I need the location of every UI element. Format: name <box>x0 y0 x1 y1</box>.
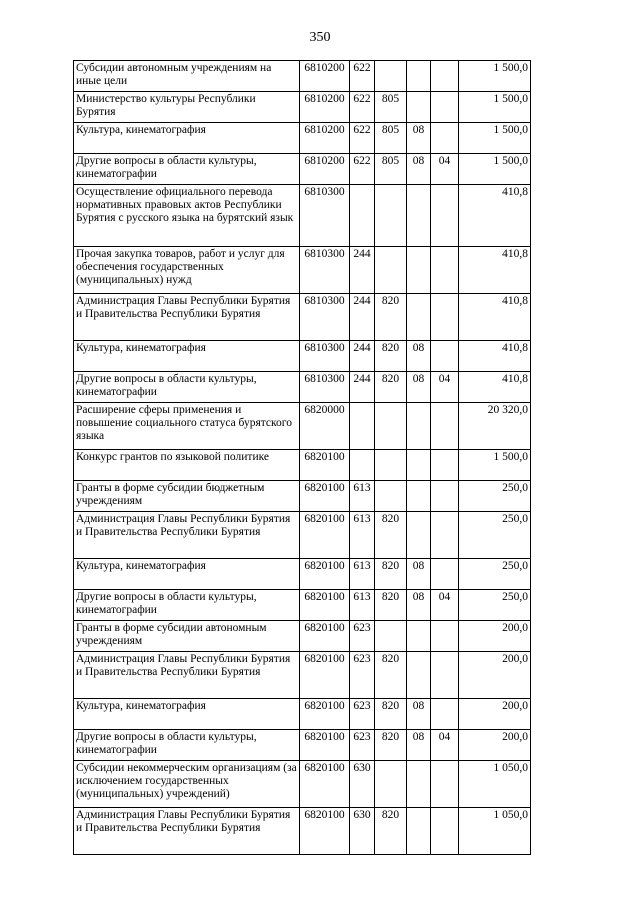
row-expense-type-cell: 623 <box>350 652 375 699</box>
row-code-cell: 6820100 <box>300 512 350 559</box>
row-amount-cell: 20 320,0 <box>459 403 531 450</box>
row-subsection-cell: 04 <box>431 590 459 621</box>
table-row <box>74 403 531 450</box>
row-code-cell: 6820100 <box>300 808 350 855</box>
row-expense-type-cell: 622 <box>350 61 375 92</box>
row-code-cell: 6810200 <box>300 61 350 92</box>
row-section-cell: 08 <box>407 123 431 154</box>
row-subsection-cell <box>431 621 459 652</box>
row-ministry-cell: 820 <box>375 699 407 730</box>
row-subsection-cell <box>431 808 459 855</box>
row-ministry-cell <box>375 61 407 92</box>
row-code-cell: 6820100 <box>300 590 350 621</box>
row-code-cell: 6820100 <box>300 730 350 761</box>
row-ministry-cell <box>375 450 407 481</box>
row-section-cell <box>407 185 431 247</box>
row-section-cell <box>407 61 431 92</box>
row-code-cell: 6810300 <box>300 247 350 294</box>
row-code-cell: 6820100 <box>300 761 350 808</box>
row-name-cell: Другие вопросы в области культуры, кинематографии <box>74 730 300 761</box>
table-row <box>74 450 531 481</box>
table-row <box>74 590 531 621</box>
row-amount-cell: 200,0 <box>459 699 531 730</box>
row-name-cell: Культура, кинематография <box>74 559 300 590</box>
row-subsection-cell <box>431 512 459 559</box>
row-name-cell: Осуществление официального перевода нормативных правовых актов Республики Бурятия с русского языка на бурятский язык <box>74 185 300 247</box>
row-amount-cell: 1 500,0 <box>459 61 531 92</box>
row-expense-type-cell: 613 <box>350 512 375 559</box>
table-row <box>74 247 531 294</box>
row-code-cell: 6810200 <box>300 92 350 123</box>
row-section-cell <box>407 761 431 808</box>
row-name-cell: Расширение сферы применения и повышение социального статуса бурятского языка <box>74 403 300 450</box>
row-name-cell: Культура, кинематография <box>74 341 300 372</box>
row-ministry-cell: 820 <box>375 808 407 855</box>
row-code-cell: 6820100 <box>300 652 350 699</box>
row-subsection-cell <box>431 341 459 372</box>
row-section-cell <box>407 247 431 294</box>
row-code-cell: 6810300 <box>300 185 350 247</box>
row-ministry-cell: 820 <box>375 590 407 621</box>
row-ministry-cell <box>375 403 407 450</box>
row-amount-cell: 410,8 <box>459 294 531 341</box>
row-code-cell: 6810300 <box>300 294 350 341</box>
row-subsection-cell <box>431 559 459 590</box>
row-amount-cell: 250,0 <box>459 590 531 621</box>
row-name-cell: Министерство культуры Республики Бурятия <box>74 92 300 123</box>
row-name-cell: Администрация Главы Республики Бурятия и Правительства Республики Бурятия <box>74 512 300 559</box>
row-name-cell: Администрация Главы Республики Бурятия и Правительства Республики Бурятия <box>74 808 300 855</box>
table-row <box>74 294 531 341</box>
row-name-cell: Администрация Главы Республики Бурятия и Правительства Республики Бурятия <box>74 652 300 699</box>
row-ministry-cell <box>375 185 407 247</box>
row-code-cell: 6820100 <box>300 699 350 730</box>
row-expense-type-cell: 630 <box>350 808 375 855</box>
row-name-cell: Другие вопросы в области культуры, кинематографии <box>74 154 300 185</box>
row-ministry-cell: 805 <box>375 154 407 185</box>
row-section-cell: 08 <box>407 154 431 185</box>
row-section-cell <box>407 403 431 450</box>
row-expense-type-cell: 623 <box>350 699 375 730</box>
row-ministry-cell: 805 <box>375 92 407 123</box>
row-name-cell: Культура, кинематография <box>74 123 300 154</box>
row-name-cell: Гранты в форме субсидии автономным учреждениям <box>74 621 300 652</box>
row-expense-type-cell <box>350 185 375 247</box>
row-section-cell: 08 <box>407 559 431 590</box>
row-amount-cell: 410,8 <box>459 341 531 372</box>
row-amount-cell: 200,0 <box>459 621 531 652</box>
row-section-cell: 08 <box>407 730 431 761</box>
row-code-cell: 6820100 <box>300 559 350 590</box>
row-subsection-cell <box>431 699 459 730</box>
row-name-cell: Администрация Главы Республики Бурятия и Правительства Республики Бурятия <box>74 294 300 341</box>
table-row <box>74 621 531 652</box>
row-code-cell: 6810200 <box>300 123 350 154</box>
page-number: 350 <box>309 30 331 45</box>
row-amount-cell: 410,8 <box>459 247 531 294</box>
table-row <box>74 512 531 559</box>
row-subsection-cell <box>431 652 459 699</box>
budget-table <box>73 60 531 855</box>
row-ministry-cell: 820 <box>375 294 407 341</box>
table-row <box>74 481 531 512</box>
row-expense-type-cell <box>350 403 375 450</box>
row-expense-type-cell: 613 <box>350 590 375 621</box>
table-row <box>74 808 531 855</box>
row-expense-type-cell: 613 <box>350 481 375 512</box>
row-subsection-cell <box>431 61 459 92</box>
row-subsection-cell: 04 <box>431 372 459 403</box>
row-expense-type-cell: 622 <box>350 154 375 185</box>
row-expense-type-cell: 630 <box>350 761 375 808</box>
row-name-cell: Культура, кинематография <box>74 699 300 730</box>
table-row <box>74 185 531 247</box>
table-row <box>74 730 531 761</box>
row-expense-type-cell: 622 <box>350 123 375 154</box>
row-ministry-cell <box>375 761 407 808</box>
row-amount-cell: 1 050,0 <box>459 808 531 855</box>
row-subsection-cell: 04 <box>431 730 459 761</box>
row-amount-cell: 200,0 <box>459 652 531 699</box>
row-section-cell: 08 <box>407 699 431 730</box>
row-name-cell: Субсидии автономным учреждениям на иные цели <box>74 61 300 92</box>
table-row <box>74 559 531 590</box>
row-subsection-cell: 04 <box>431 154 459 185</box>
row-ministry-cell: 820 <box>375 652 407 699</box>
row-name-cell: Конкурс грантов по языковой политике <box>74 450 300 481</box>
row-name-cell: Гранты в форме субсидии бюджетным учреждениям <box>74 481 300 512</box>
row-expense-type-cell: 623 <box>350 621 375 652</box>
row-expense-type-cell: 244 <box>350 247 375 294</box>
row-name-cell: Другие вопросы в области культуры, кинематографии <box>74 590 300 621</box>
table-row <box>74 341 531 372</box>
row-amount-cell: 250,0 <box>459 481 531 512</box>
row-expense-type-cell: 244 <box>350 341 375 372</box>
row-code-cell: 6820100 <box>300 481 350 512</box>
row-code-cell: 6820100 <box>300 621 350 652</box>
row-ministry-cell: 820 <box>375 559 407 590</box>
table-row <box>74 699 531 730</box>
table-row <box>74 123 531 154</box>
row-expense-type-cell: 244 <box>350 294 375 341</box>
row-section-cell: 08 <box>407 590 431 621</box>
table-row <box>74 372 531 403</box>
row-amount-cell: 200,0 <box>459 730 531 761</box>
row-ministry-cell <box>375 621 407 652</box>
row-subsection-cell <box>431 294 459 341</box>
row-amount-cell: 1 500,0 <box>459 92 531 123</box>
table-row <box>74 92 531 123</box>
row-expense-type-cell: 622 <box>350 92 375 123</box>
row-amount-cell: 1 500,0 <box>459 154 531 185</box>
row-amount-cell: 250,0 <box>459 559 531 590</box>
row-ministry-cell <box>375 247 407 294</box>
row-amount-cell: 250,0 <box>459 512 531 559</box>
row-section-cell <box>407 450 431 481</box>
row-name-cell: Прочая закупка товаров, работ и услуг для обеспечения государственных (муниципальных) нужд <box>74 247 300 294</box>
row-section-cell: 08 <box>407 372 431 403</box>
row-expense-type-cell: 623 <box>350 730 375 761</box>
row-name-cell: Другие вопросы в области культуры, кинематографии <box>74 372 300 403</box>
row-subsection-cell <box>431 92 459 123</box>
row-ministry-cell: 820 <box>375 730 407 761</box>
row-section-cell <box>407 621 431 652</box>
row-ministry-cell: 820 <box>375 512 407 559</box>
row-ministry-cell <box>375 481 407 512</box>
row-subsection-cell <box>431 247 459 294</box>
row-section-cell <box>407 512 431 559</box>
row-expense-type-cell <box>350 450 375 481</box>
row-code-cell: 6810200 <box>300 154 350 185</box>
budget-table-body <box>74 61 531 855</box>
row-amount-cell: 410,8 <box>459 372 531 403</box>
row-code-cell: 6810300 <box>300 372 350 403</box>
table-row <box>74 154 531 185</box>
row-amount-cell: 1 500,0 <box>459 123 531 154</box>
row-name-cell: Субсидии некоммерческим организациям (за исключением государственных (муниципальных) учреждений) <box>74 761 300 808</box>
row-subsection-cell <box>431 761 459 808</box>
row-amount-cell: 410,8 <box>459 185 531 247</box>
row-code-cell: 6810300 <box>300 341 350 372</box>
row-subsection-cell <box>431 185 459 247</box>
row-code-cell: 6820000 <box>300 403 350 450</box>
row-amount-cell: 1 500,0 <box>459 450 531 481</box>
row-subsection-cell <box>431 403 459 450</box>
row-section-cell <box>407 652 431 699</box>
row-subsection-cell <box>431 481 459 512</box>
row-ministry-cell: 820 <box>375 341 407 372</box>
row-code-cell: 6820100 <box>300 450 350 481</box>
table-row <box>74 761 531 808</box>
row-subsection-cell <box>431 450 459 481</box>
row-section-cell: 08 <box>407 341 431 372</box>
row-expense-type-cell: 244 <box>350 372 375 403</box>
row-section-cell <box>407 92 431 123</box>
row-section-cell <box>407 481 431 512</box>
row-ministry-cell: 805 <box>375 123 407 154</box>
row-amount-cell: 1 050,0 <box>459 761 531 808</box>
row-section-cell <box>407 808 431 855</box>
row-subsection-cell <box>431 123 459 154</box>
row-section-cell <box>407 294 431 341</box>
row-expense-type-cell: 613 <box>350 559 375 590</box>
table-row <box>74 61 531 92</box>
table-row <box>74 652 531 699</box>
row-ministry-cell: 820 <box>375 372 407 403</box>
